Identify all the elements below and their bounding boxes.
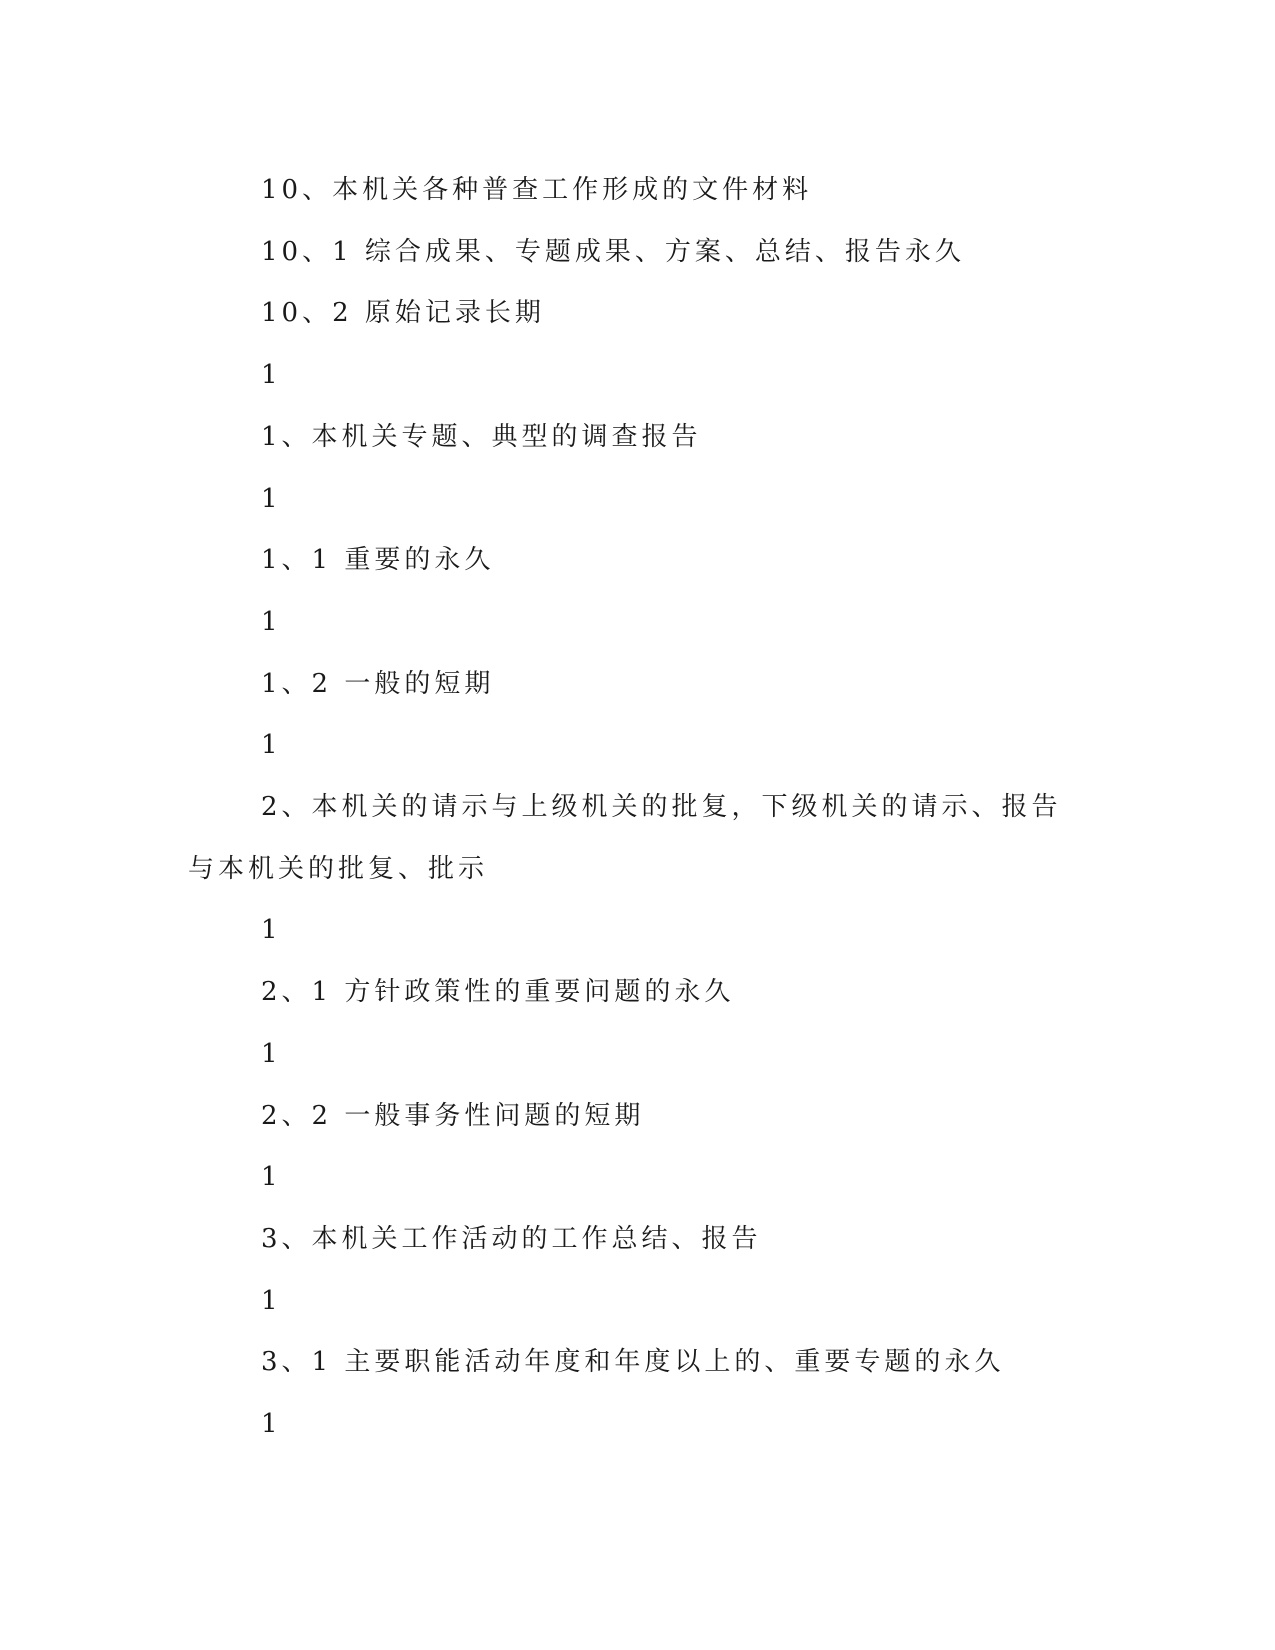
page-number-marker: 1 — [261, 360, 282, 391]
page-number-marker: 1 — [261, 730, 282, 761]
page-number-marker: 1 — [261, 606, 282, 637]
paragraph: 1、1 重要的永久 — [261, 545, 495, 576]
page-number-marker: 1 — [261, 1285, 282, 1316]
paragraph: 3、1 主要职能活动年度和年度以上的、重要专题的永久 — [261, 1347, 1005, 1378]
paragraph: 2、2 一般事务性问题的短期 — [261, 1100, 645, 1131]
page-number-marker: 1 — [261, 483, 282, 514]
paragraph: 1、2 一般的短期 — [261, 668, 495, 699]
paragraph: 2、1 方针政策性的重要问题的永久 — [261, 977, 735, 1008]
document-body — [188, 160, 1068, 1456]
paragraph: 10、本机关各种普查工作形成的文件材料 — [261, 175, 813, 205]
paragraph: 3、本机关工作活动的工作总结、报告 — [261, 1223, 762, 1254]
paragraph: 10、2 原始记录长期 — [261, 298, 545, 329]
paragraph: 2、本机关的请示与上级机关的批复，下级机关的请示、报告与本机关的批复、批示 — [188, 792, 1062, 884]
page-number-marker: 1 — [261, 1162, 282, 1193]
paragraph: 10、1 综合成果、专题成果、方案、总结、报告永久 — [261, 236, 965, 267]
page-number-marker: 1 — [261, 1409, 282, 1440]
paragraph: 1、本机关专题、典型的调查报告 — [261, 421, 702, 452]
page-number-marker: 1 — [261, 915, 282, 946]
page-number-marker: 1 — [261, 1038, 282, 1069]
